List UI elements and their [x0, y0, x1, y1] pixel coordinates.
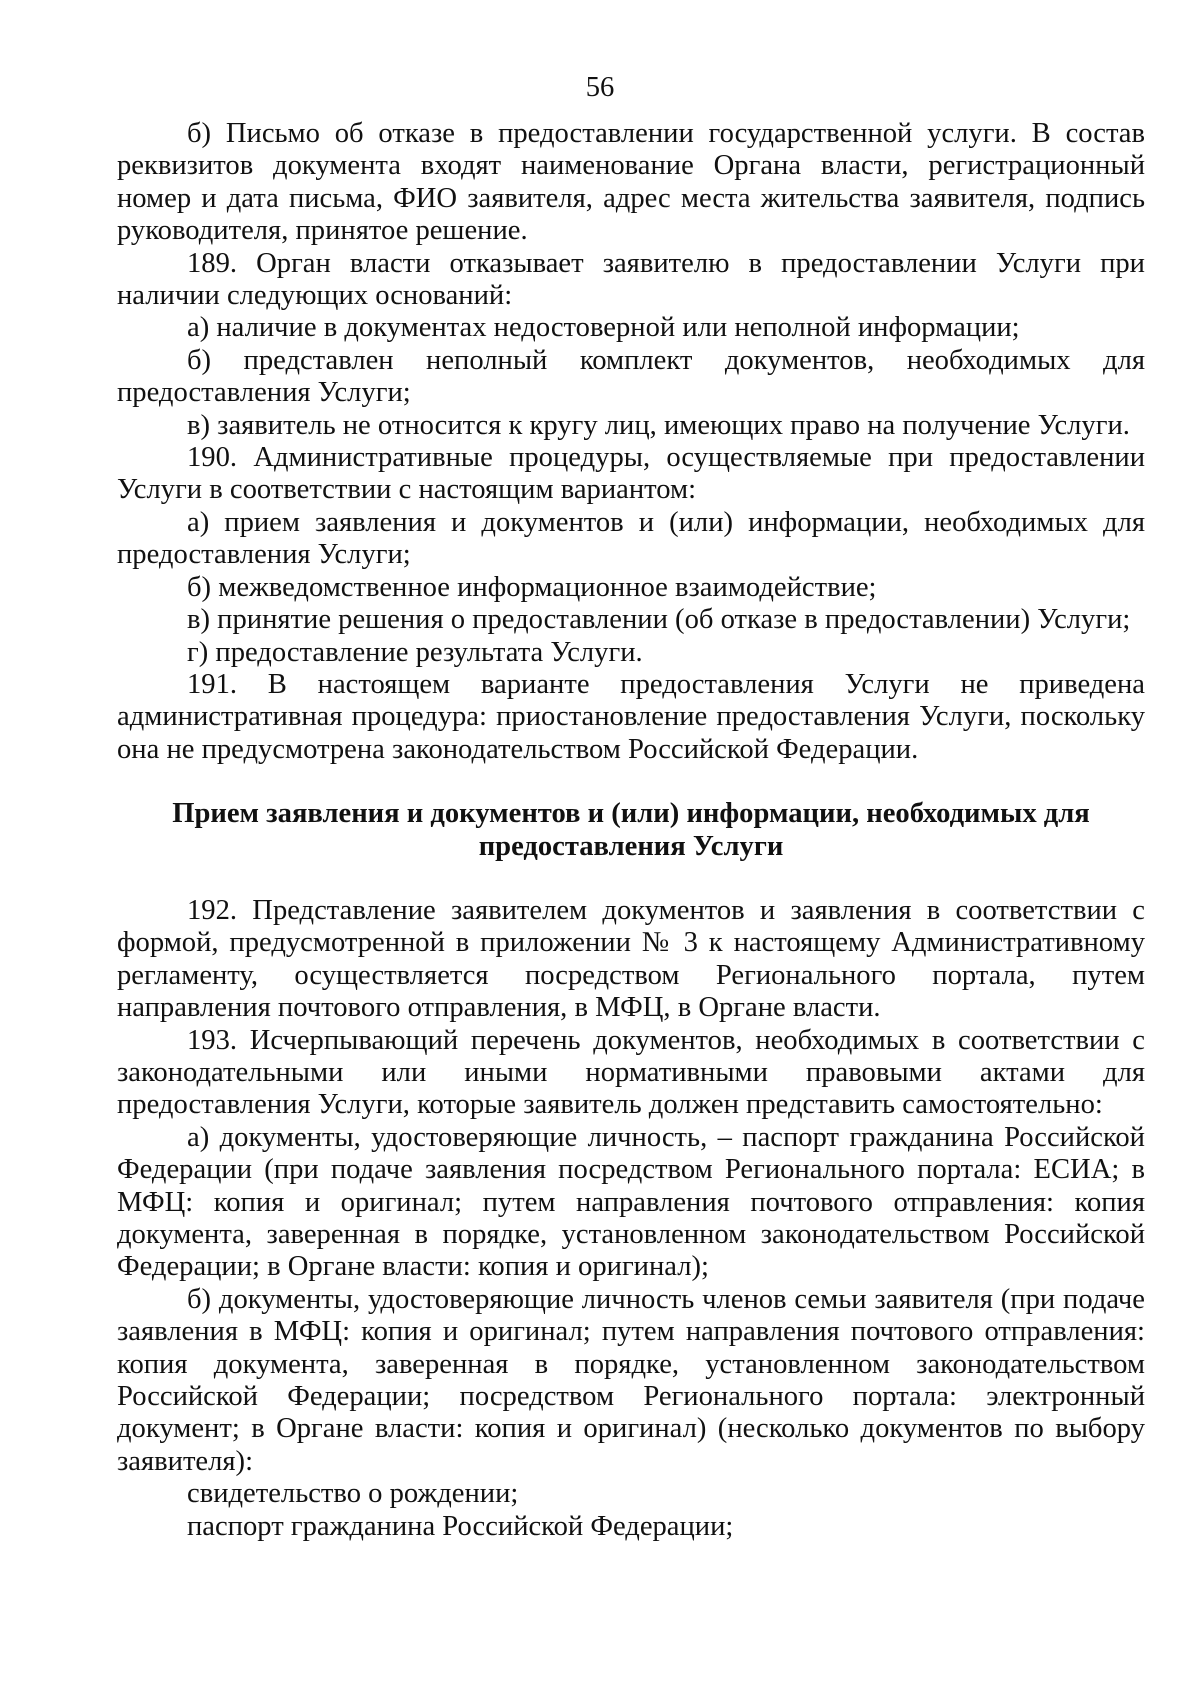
page-number: 56 [585, 72, 615, 103]
list-item-birth-certificate: свидетельство о рождении; [187, 1478, 519, 1510]
list-item-189-c: в) заявитель не относится к кругу лиц, имеющих право на получение Услуги. [187, 409, 1130, 441]
list-item-189-b: б) представлен неполный комплект документов, необходимых для предоставления Услуги; [117, 344, 1145, 409]
paragraph-193: 193. Исчерпывающий перечень документов, необходимых в соответствии с законодательными или иными нормативными правовыми актами для предоставления Услуги, которые заявитель должен представить самостоятельно: [117, 1024, 1145, 1121]
paragraph-189: 189. Орган власти отказывает заявителю в предоставлении Услуги при наличии следующих оснований: [117, 247, 1145, 312]
list-item-193-a: а) документы, удостоверяющие личность, – паспорт гражданина Российской Федерации (при подаче заявления посредством Регионального портала: ЕСИА; в МФЦ: копия и оригинал; путем направления почтового отправления: копия документа, заверенная в порядке, установленном законодательством Российской Федерации; в Органе власти: копия и оригинал); [117, 1121, 1145, 1283]
list-item-189-a: а) наличие в документах недостоверной или неполной информации; [187, 312, 1020, 344]
list-item-190-b: б) межведомственное информационное взаимодействие; [187, 571, 877, 603]
paragraph-192: 192. Представление заявителем документов и заявления в соответствии с формой, предусмотренной в приложении № 3 к настоящему Административному регламенту, осуществляется посредством Регионального портала, путем направления почтового отправления, в МФЦ, в Органе власти. [117, 894, 1145, 1024]
list-item-190-a: а) прием заявления и документов и (или) информации, необходимых для предоставления Услуги; [117, 506, 1145, 571]
list-item-passport: паспорт гражданина Российской Федерации; [187, 1510, 734, 1542]
paragraph-190: 190. Административные процедуры, осуществляемые при предоставлении Услуги в соответствии с настоящим вариантом: [117, 442, 1145, 506]
list-item-190-d: г) предоставление результата Услуги. [187, 636, 643, 668]
paragraph-191: 191. В настоящем варианте предоставления Услуги не приведена административная процедура: приостановление предоставления Услуги, поскольку она не предусмотрена законодательством Российской Федерации. [117, 668, 1145, 765]
document-body [117, 118, 1145, 1543]
list-item-190-c: в) принятие решения о предоставлении (об отказе в предоставлении) Услуги; [187, 604, 1131, 636]
section-heading: Прием заявления и документов и (или) информации, необходимых для предоставления Услуги [172, 798, 1090, 862]
paragraph-refusal-letter: б) Письмо об отказе в предоставлении государственной услуги. В состав реквизитов документа входят наименование Органа власти, регистрационный номер и дата письма, ФИО заявителя, адрес места жительства заявителя, подпись руководителя, принятое решение. [117, 118, 1145, 247]
list-item-193-b: б) документы, удостоверяющие личность членов семьи заявителя (при подаче заявления в МФЦ: копия и оригинал; путем направления почтового отправления: копия документа, заверенная в порядке, установленном законодательством Российской Федерации; посредством Регионального портала: электронный документ; в Органе власти: копия и оригинал) (несколько документов по выбору заявителя): [117, 1283, 1145, 1477]
